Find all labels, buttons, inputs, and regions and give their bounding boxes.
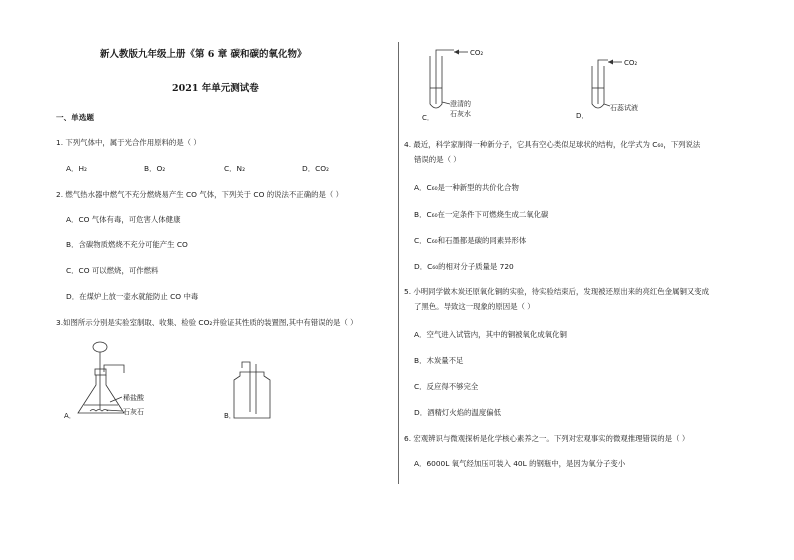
question-6-option-a: A．6000L 氧气经加压可装入 40L 的钢瓶中，是因为氧分子变小 (414, 459, 626, 468)
question-2-stem: 2. 燃气热水器中燃气不充分燃烧易产生 CO 气体，下列关于 CO 的说法不正确的是（ ） (56, 190, 343, 199)
apparatus-d-diagram (568, 48, 678, 122)
limewater-label-1: 澄清的 (450, 100, 471, 108)
question-2-option-b: B．含碳物质燃烧不充分可能产生 CO (66, 240, 188, 249)
co2-label-d: CO₂ (624, 59, 638, 67)
apparatus-c-label: C． (422, 114, 434, 122)
apparatus-a-label: A． (64, 412, 76, 420)
apparatus-d-label: D． (576, 112, 589, 120)
limewater-label-2: 石灰水 (450, 110, 471, 118)
question-4-option-a: A．C₆₀是一种新型的共价化合物 (414, 183, 519, 192)
question-4-option-c: C．C₆₀和石墨都是碳的同素异形体 (414, 236, 527, 245)
question-1-option-d: D．CO₂ (302, 164, 330, 173)
question-1-option-a: A．H₂ (66, 164, 87, 173)
co2-label-c: CO₂ (470, 49, 484, 57)
question-6-stem: 6. 宏观辨识与微观探析是化学核心素养之一。下列对宏观事实的微观推理错误的是（ ） (404, 434, 690, 443)
question-1-stem: 1. 下列气体中，属于光合作用原料的是（ ） (56, 138, 201, 147)
limestone-label: 石灰石 (123, 408, 144, 416)
question-5-option-d: D．酒精灯火焰的温度偏低 (414, 408, 501, 417)
question-2-option-a: A．CO 气体有毒，可危害人体健康 (66, 215, 181, 224)
section-heading: 一、单选题 (56, 113, 94, 122)
question-4-stem-line-1: 4. 最近，科学家制得一种新分子，它具有空心类似足球状的结构，化学式为 C₆₀，下列说法 (404, 140, 701, 149)
question-4-option-b: B．C₆₀在一定条件下可燃烧生成二氧化碳 (414, 210, 549, 219)
hcl-label: 稀盐酸 (123, 394, 144, 402)
question-1-option-b: B．O₂ (144, 164, 166, 173)
exam-title: 新人教版九年级上册《第 6 章 碳和碳的氧化物》 (100, 49, 307, 60)
question-4-stem-line-2: 错误的是（ ） (414, 155, 461, 164)
exam-subtitle: 2021 年单元测试卷 (172, 83, 259, 94)
question-5-stem-line-2: 了黑色。导致这一现象的原因是（ ） (414, 302, 535, 311)
litmus-label: 石蕊试液 (610, 104, 638, 112)
question-5-option-a: A．空气进入试管内，其中的铜被氧化成氧化铜 (414, 330, 567, 339)
apparatus-c-diagram (406, 44, 516, 124)
question-3-stem: 3.如图所示分别是实验室制取、收集、检验 CO₂并验证其性质的装置图,其中有错误的是（ ） (56, 318, 358, 327)
question-4-option-d: D．C₆₀的相对分子质量是 720 (414, 262, 514, 271)
apparatus-b-diagram (222, 360, 282, 422)
question-2-option-d: D．在煤炉上放一壶水就能防止 CO 中毒 (66, 292, 199, 301)
question-5-option-b: B．木炭量不足 (414, 356, 464, 365)
question-2-option-c: C．CO 可以燃烧，可作燃料 (66, 266, 159, 275)
question-1-option-c: C．N₂ (224, 164, 246, 173)
column-divider (398, 42, 399, 484)
apparatus-b-label: B． (224, 412, 236, 420)
question-5-option-c: C．反应得不够完全 (414, 382, 479, 391)
question-5-stem-line-1: 5. 小明同学做木炭还原氧化铜的实验，待实验结束后，发现被还原出来的亮红色金属铜又变成 (404, 287, 710, 296)
apparatus-a-diagram (60, 335, 170, 427)
